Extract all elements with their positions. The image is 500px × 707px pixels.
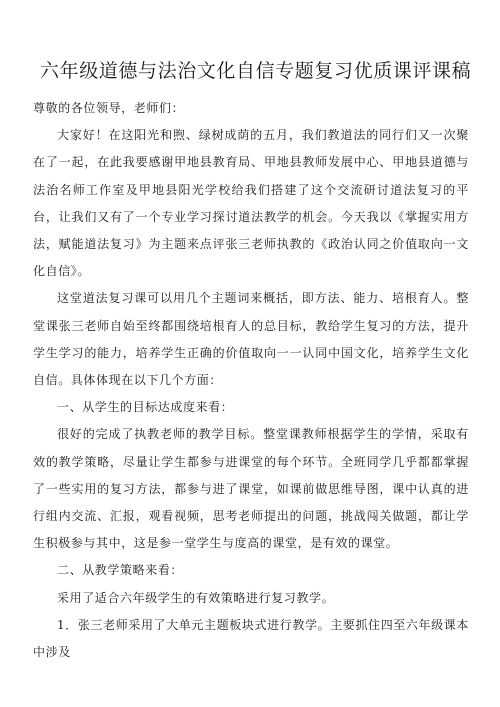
document-title: 六年级道德与法治文化自信专题复习优质课评课稿 <box>40 60 472 82</box>
paragraph-goals: 很好的完成了执教老师的教学目标。整堂课教师根据学生的学情，采取有效的教学策略，尽量让学生都参与进课堂的每个环节。全班同学几乎都都掌握了一些实用的复习方法，都参与进了课堂，如课前做思维导图，课中认真的进行组内交流、汇报，观看视频，思考老师提出的问题，挑战闯关做题，都让学生积极参与其中，这是参一堂学生与度高的课堂，是有效的课堂。 <box>33 427 469 551</box>
section-heading-strategy: 二、从教学策略来看： <box>57 563 184 578</box>
salutation: 尊敬的各位领导，老师们： <box>33 101 185 115</box>
paragraph-intro: 大家好！在这阳光和煦、绿树成荫的五月，我们教道法的同行们又一次聚在了一起，在此我要感谢甲地县教育局、甲地县教师发展中心、甲地县道德与法治名师工作室及甲地县阳光学校给我们搭建了这个交流研讨道法复习的平台，让我们又有了一个专业学习探讨道法教学的机会。今天我以《掌握实用方法，赋能道法复习》为主题来点评张三老师执教的《政治认同之价值取向一文化自信》。 <box>33 128 469 279</box>
paragraph-summary: 这堂道法复习课可以用几个主题词来概括，即方法、能力、培根育人。整堂课张三老师自始至终都围绕培根育人的总目标，教给学生复习的方法，提升学生学习的能力，培养学生正确的价值取向一一认同中国文化，培养学生文化自信。具体体现在以下几个方面： <box>33 291 469 388</box>
paragraph-strategy: 采用了适合六年级学生的有效策略进行复习教学。 <box>57 590 335 605</box>
list-item-1: 1．张三老师采用了大单元主题板块式进行教学。主要抓住四至六年级课本中涉及 <box>33 617 469 660</box>
section-heading-goals: 一、从学生的目标达成度来看： <box>57 400 234 415</box>
document-body <box>33 95 469 666</box>
